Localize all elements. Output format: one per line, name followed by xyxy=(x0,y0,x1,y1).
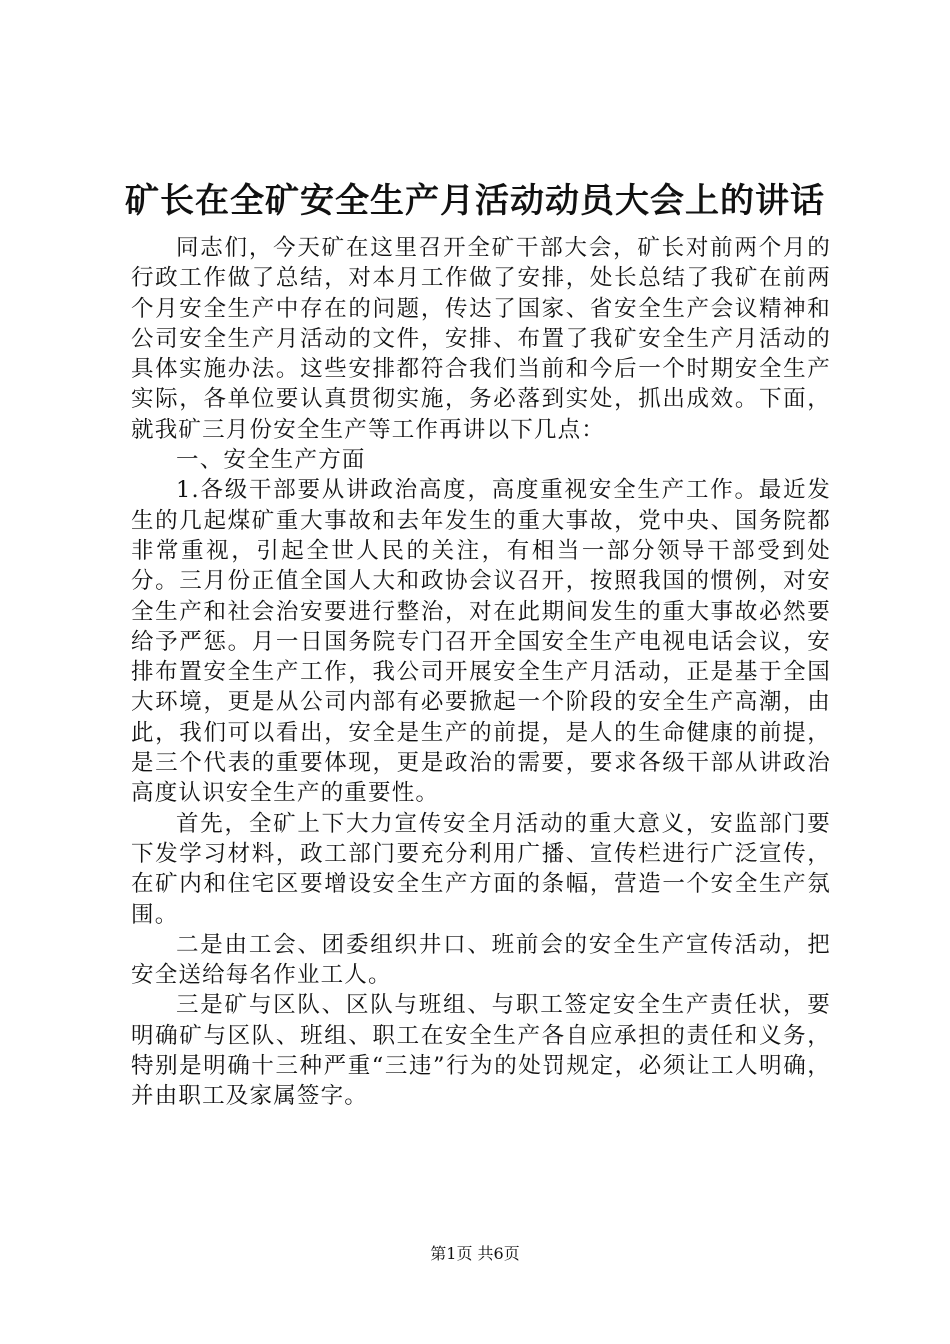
page-footer: 第1页 共6页 xyxy=(430,1244,520,1263)
paragraph-second-measure: 二是由工会、团委组织井口、班前会的安全生产宣传活动，把安全送给每名作业工人。 xyxy=(131,931,831,989)
document-body xyxy=(131,233,831,1112)
paragraph-first-measure: 首先，全矿上下大力宣传安全月活动的重大意义，安监部门要下发学习材料，政工部门要充分利用广播、宣传栏进行广泛宣传，在矿内和住宅区要增设安全生产方面的条幅，营造一个安全生产氛围。 xyxy=(131,810,831,928)
paragraph-point-1: 1.各级干部要从讲政治高度，高度重视安全生产工作。最近发生的几起煤矿重大事故和去年发生的重大事故，党中央、国务院都非常重视，引起全世人民的关注，有相当一部分领导干部受到处分。三月份正值全国人大和政协会议召开，按照我国的惯例，对安全生产和社会治安要进行整治，对在此期间发生的重大事故必然要给予严惩。月一日国务院专门召开全国安全生产电视电话会议，安排布置安全生产工作，我公司开展安全生产月活动，正是基于全国大环境，更是从公司内部有必要掀起一个阶段的安全生产高潮，由此，我们可以看出，安全是生产的前提，是人的生命健康的前提，是三个代表的重要体现，更是政治的需要，要求各级干部从讲政治高度认识安全生产的重要性。 xyxy=(131,477,831,807)
document-title: 矿长在全矿安全生产月活动动员大会上的讲话 xyxy=(125,181,825,221)
paragraph-intro: 同志们，今天矿在这里召开全矿干部大会，矿长对前两个月的行政工作做了总结，对本月工作做了安排，处长总结了我矿在前两个月安全生产中存在的问题，传达了国家、省安全生产会议精神和公司安全生产月活动的文件，安排、布置了我矿安全生产月活动的具体实施办法。这些安排都符合我们当前和今后一个时期安全生产实际，各单位要认真贯彻实施，务必落到实处，抓出成效。下面，就我矿三月份安全生产等工作再讲以下几点： xyxy=(131,235,831,443)
section-heading: 一、安全生产方面 xyxy=(176,447,366,474)
paragraph-third-measure: 三是矿与区队、区队与班组、与职工签定安全生产责任状，要明确矿与区队、班组、职工在安全生产各自应承担的责任和义务，特别是明确十三种严重“三违”行为的处罚规定，必须让工人明确，并由职工及家属签字。 xyxy=(131,992,831,1110)
